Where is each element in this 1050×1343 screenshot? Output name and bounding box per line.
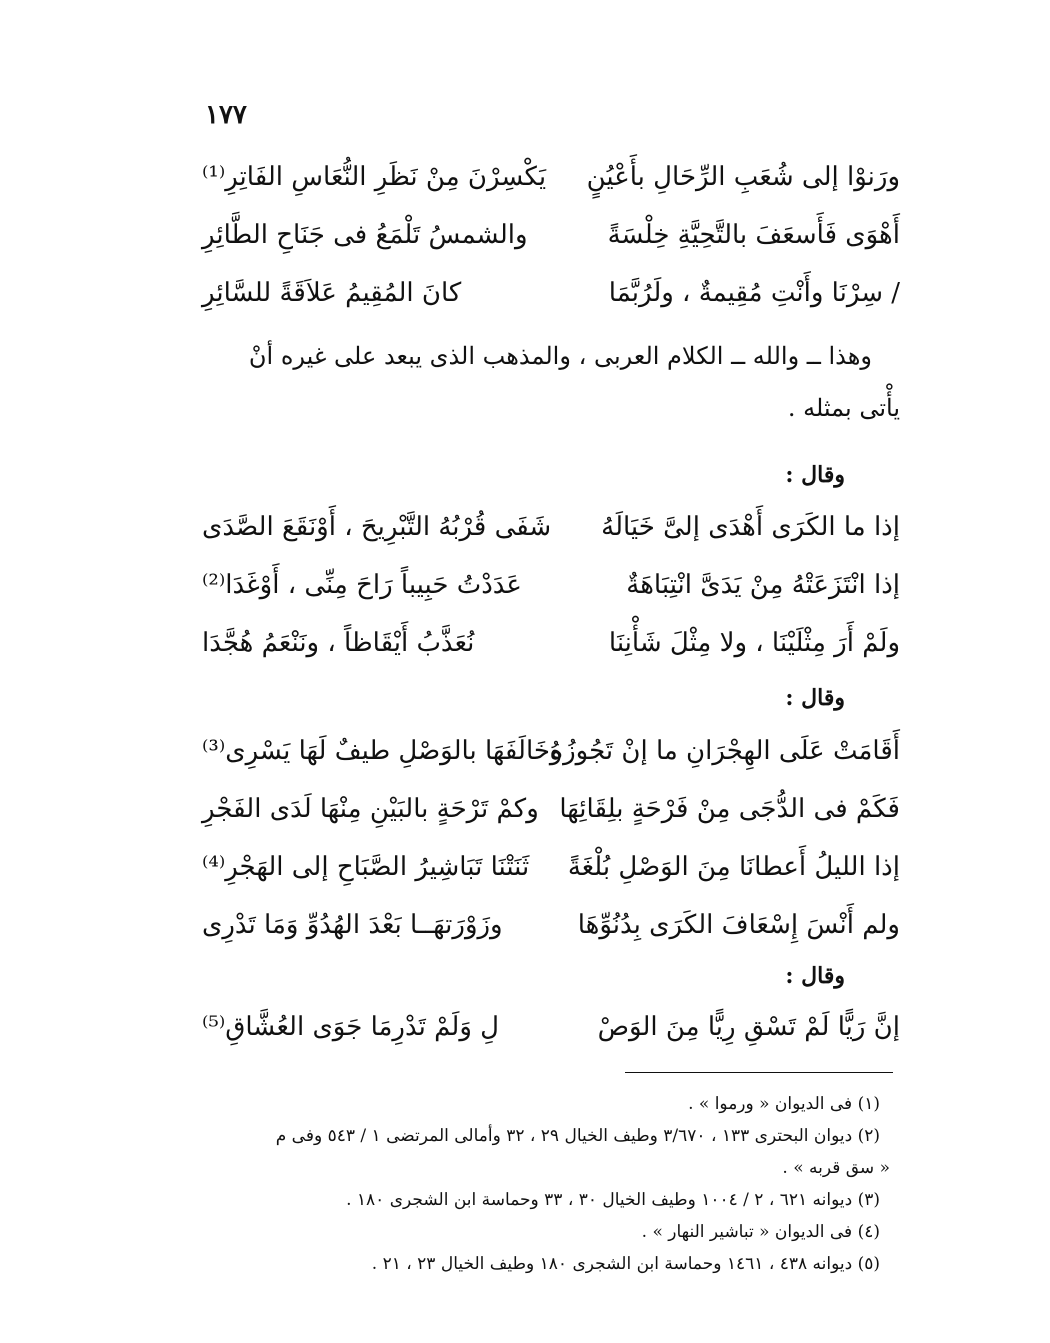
footnote: (٢) ديوان البحترى ١٣٣ ، ٣/٦٧٠ وطيف الخيال ٢٩ ، ٣٢ وأمالى المرتضى ١ / ٥٤٣ وفى م: [275, 1126, 880, 1146]
section-heading: وقال :: [785, 462, 845, 488]
verse-second-hemistich: وزَوْرَتهَــا بَعْدَ الهُدُوِّ وَمَا تَدْرِى: [202, 910, 503, 940]
poem-2: [180, 498, 900, 672]
verse-line: [180, 722, 900, 780]
verse-first-hemistich: إذا ما الكَرَى أَهْدَى إلىَّ خَيَالَهُ: [601, 512, 900, 542]
footnote: (٤) فى الديوان « تباشير النهار » .: [641, 1222, 880, 1242]
verse-first-hemistich: أَهْوَى فَأَسعَفَ بالتَّحِيَّةِ خِلْسَةً: [607, 220, 900, 250]
footnotes: [190, 1088, 890, 1280]
verse-second-hemistich: يَكْسِرْنَ مِنْ نَظَرِ النُّعَاسِ الفَاتِرِ⁽¹⁾: [202, 162, 547, 192]
verse-second-hemistich: والشمسُ تَلْمَعُ فى جَنَاحِ الطَّائِرِ: [202, 220, 528, 250]
verse-second-hemistich: عَدَدْتُ حَبِيباً رَاحَ مِنِّى ، أَوْغَدَا⁽²⁾: [202, 570, 522, 600]
page-number: ١٧٧: [205, 100, 247, 130]
verse-line: [180, 498, 900, 556]
verse-second-hemistich: نُعَذَّبُ أَيْقَاظاً ، ونَنْعَمُ هُجَّدَا: [202, 628, 475, 658]
verse-first-hemistich: ولم أَنْسَ إِسْعَافَ الكَرَى بِدُنُوِّهَا: [577, 910, 900, 940]
verse-first-hemistich: ورَنوْا إلى شُعَبِ الرِّحَالِ بأَعْيُنٍ: [586, 162, 900, 192]
verse-line: [180, 780, 900, 838]
verse-line: [180, 264, 900, 322]
footnote-divider: [625, 1072, 893, 1073]
verse-first-hemistich: ولَمْ أَرَ مِثْلَيْنَا ، ولا مِثْلَ شَأْنِنَا: [608, 628, 900, 658]
section-heading: وقال :: [785, 963, 845, 989]
footnote-continuation: « سق قربه » .: [782, 1158, 890, 1178]
section-heading: وقال :: [785, 685, 845, 711]
footnote: (١) فى الديوان « ورموا » .: [688, 1094, 880, 1114]
verse-second-hemistich: وكمْ تَرْحَةٍ بالبَيْنِ مِنْهَا لَدَى الفَجْرِ: [202, 794, 539, 824]
verse-line: [180, 896, 900, 954]
verse-second-hemistich: وخَالَفَهَا بالوَصْلِ طيفٌ لَهَا يَسْرِى⁽³⁾: [202, 736, 563, 766]
verse-first-hemistich: إذا الليلُ أَعطانَا مِنَ الوَصْلِ بُلْغَةً: [567, 852, 900, 882]
verse-line: [180, 148, 900, 206]
verse-first-hemistich: إنَّ رَيًّا لَمْ تَسْقِ رِيًّا مِنَ الوَصْ: [597, 1012, 900, 1042]
verse-first-hemistich: / سِرْنَا وأَنْتِ مُقِيمةٌ ، ولَرُبَّمَا: [608, 278, 900, 308]
verse-first-hemistich: فَكَمْ فى الدُّجَى مِنْ فَرْحَةٍ بلِقَائِهَا: [559, 794, 900, 824]
verse-line: [180, 998, 900, 1056]
prose-line: يأْتى بمثله .: [787, 394, 900, 422]
verse-first-hemistich: إذا انْتَزَعَتْهُ مِنْ يَدَىَّ انْتِبَاهَةٌ: [626, 570, 900, 600]
footnote: (٥) ديوانه ٤٣٨ ، ١٤٦١ وحماسة ابن الشجرى ١٨٠ وطيف الخيال ٢٣ ، ٢١ .: [371, 1254, 880, 1274]
verse-first-hemistich: أَقَامَتْ عَلَى الهِجْرَانِ ما إنْ تَجُوزُهُ: [549, 736, 900, 766]
verse-line: [180, 614, 900, 672]
footnote: (٣) ديوانه ٦٢١ ، ٢ / ١٠٠٤ وطيف الخيال ٣٠ ، ٣٣ وحماسة ابن الشجرى ١٨٠ .: [346, 1190, 880, 1210]
poem-1: [180, 148, 900, 322]
verse-line: [180, 206, 900, 264]
verse-second-hemistich: شَفَى قُرْبُهُ التَّبْرِيحَ ، أَوْنَقَعَ الصَّدَى: [202, 512, 552, 542]
verse-second-hemistich: كانَ المُقِيمُ عَلاَقَةً للسَّائِرِ: [202, 278, 462, 308]
verse-line: [180, 556, 900, 614]
verse-second-hemistich: لِ وَلَمْ تَدْرِمَا جَوَى العُشَّاقِ⁽⁵⁾: [202, 1012, 500, 1042]
verse-line: [180, 838, 900, 896]
poem-3: [180, 722, 900, 954]
verse-second-hemistich: ثَنَتْنَا تَبَاشِيرُ الصَّبَاحِ إلى الهَجْرِ⁽⁴⁾: [202, 852, 530, 882]
prose-paragraph: [180, 330, 900, 434]
poem-4: [180, 998, 900, 1056]
prose-line: وهذا ــ والله ــ الكلام العربى ، والمذهب الذى يبعد على غيره أنْ: [248, 342, 872, 370]
